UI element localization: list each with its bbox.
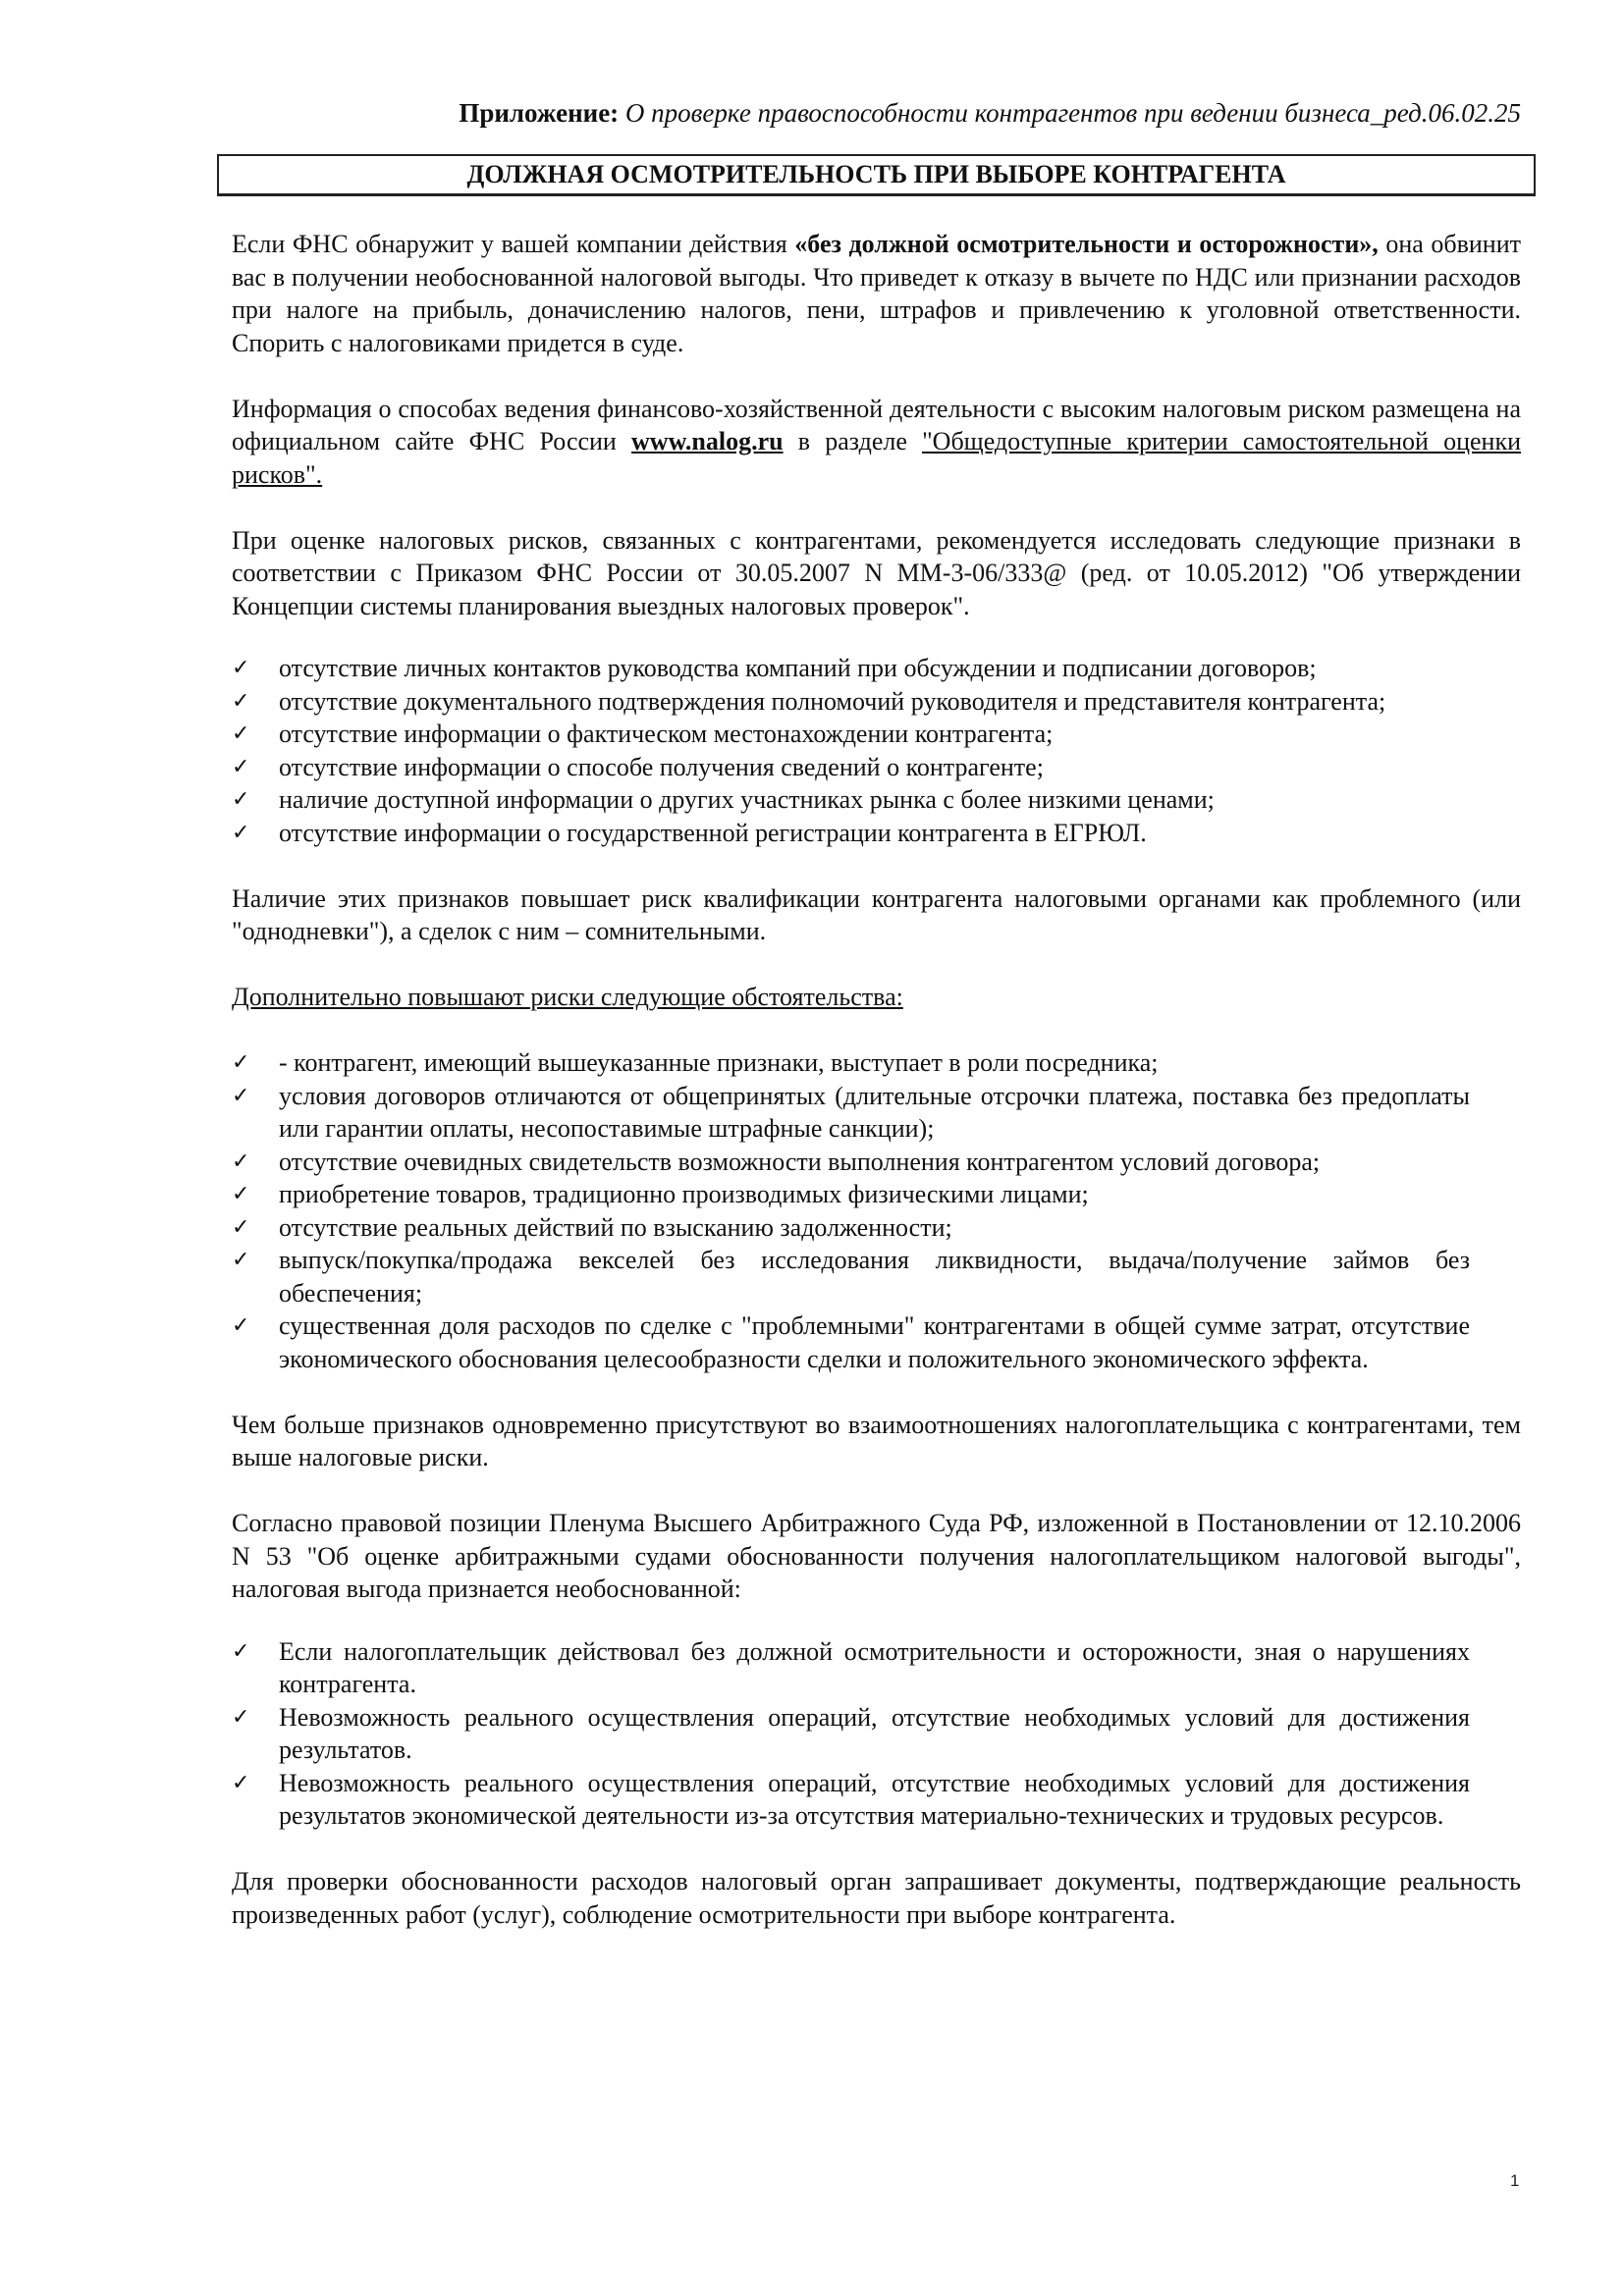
checkmark-icon: ✓ <box>232 1182 250 1206</box>
list-item <box>179 783 1470 817</box>
list-item <box>179 1211 1470 1245</box>
additional-list <box>232 1046 1521 1375</box>
list-item-text: отсутствие информации о способе получения сведений о контрагенте; <box>279 752 1044 781</box>
checkmark-icon: ✓ <box>232 754 250 779</box>
list-item <box>179 1080 1470 1146</box>
list-item-text: отсутствие очевидных свидетельств возможности выполнения контрагентом условий договора; <box>279 1147 1321 1176</box>
checkmark-icon: ✓ <box>232 656 250 680</box>
info-text-cont: в разделе <box>783 427 923 455</box>
more-signs-paragraph: Чем больше признаков одновременно присутствуют во взаимоотношениях налогоплательщика с контрагентами, тем выше налоговые риски. <box>232 1410 1521 1471</box>
list-item <box>179 1178 1470 1211</box>
list-item-text: отсутствие информации о фактическом местонахождении контрагента; <box>279 720 1054 748</box>
page-title: ДОЛЖНАЯ ОСМОТРИТЕЛЬНОСТЬ ПРИ ВЫБОРЕ КОНТРАГЕНТА <box>217 154 1536 196</box>
court-position-paragraph: Согласно правовой позиции Пленума Высшего Арбитражного Суда РФ, изложенной в Постановлении от 12.10.2006 N 53 "Об оценке арбитражными судами обоснованности получения налогоплательщиком налоговой выгоды", налоговая выгода признается необоснованной: <box>232 1509 1521 1603</box>
list-item-text: Если налогоплательщик действовал без должной осмотрительности и осторожности, зная о нарушениях контрагента. <box>279 1636 1470 1698</box>
checkmark-icon: ✓ <box>232 1770 250 1795</box>
list-item-text: условия договоров отличаются от общепринятых (длительные отсрочки платежа, поставка без предоплаты или гарантии оплаты, несопоставимые штрафные санкции); <box>279 1081 1470 1143</box>
closing-paragraph: Для проверки обоснованности расходов налоговый орган запрашивает документы, подтверждающие реальность произведенных работ (услуг), соблюдение осмотрительности при выборе контрагента. <box>232 1867 1521 1929</box>
nalog-link[interactable]: www.nalog.ru <box>631 427 784 455</box>
list-item-text: выпуск/покупка/продажа векселей без исследования ликвидности, выдача/получение займов без обеспечения; <box>279 1246 1470 1308</box>
checkmark-icon: ✓ <box>232 1148 250 1174</box>
unjustified-list <box>232 1635 1521 1833</box>
list-item <box>179 817 1470 850</box>
list-item-text: наличие доступной информации о других участниках рынка с более низкими ценами; <box>279 785 1215 814</box>
assessment-paragraph: При оценке налоговых рисков, связанных с контрагентами, рекомендуется исследовать следующие признаки в соответствии с Приказом ФНС России от 30.05.2007 N ММ-3-06/333@ (ред. от 10.05.2012) "Об утверждении Концепции системы планирования выездных налоговых проверок". <box>232 525 1521 620</box>
checkmark-icon: ✓ <box>232 787 250 812</box>
header-subtitle: О проверке правоспособности контрагентов при ведении бизнеса_ред.06.02.25 <box>624 98 1521 128</box>
intro-text-cont: она обвинит вас в получении необоснованной налоговой выгоды. Что приведет к отказу в вычете по НДС или признании расходов при налоге на прибыль, доначислению налогов, пени, штрафов и привлечению к уголовной ответственности. Спорить с налоговиками придется в суде. <box>232 230 1521 357</box>
list-item <box>179 1767 1470 1833</box>
document-header <box>459 96 1521 130</box>
checkmark-icon: ✓ <box>232 820 250 845</box>
additional-heading: Дополнительно повышают риски следующие обстоятельства: <box>232 983 903 1011</box>
checkmark-icon: ✓ <box>232 1214 250 1240</box>
checkmark-icon: ✓ <box>232 1083 250 1108</box>
intro-emphasis: «без должной осмотрительности и осторожности», <box>794 230 1379 258</box>
checkmark-icon: ✓ <box>232 688 250 714</box>
intro-text: Если ФНС обнаружит у вашей компании действия <box>232 230 795 258</box>
list-item <box>179 1146 1470 1179</box>
criteria-section-link[interactable]: "Общедоступные критерии самостоятельной оценки рисков". <box>232 427 1521 489</box>
checkmark-icon: ✓ <box>232 1248 250 1272</box>
list-item-text: отсутствие документального подтверждения полномочий руководителя и представителя контрагента; <box>279 686 1386 716</box>
list-item-text: отсутствие личных контактов руководства компаний при обсуждении и подписании договоров; <box>279 654 1317 682</box>
list-item <box>179 1701 1470 1767</box>
list-item <box>179 718 1470 751</box>
list-item <box>179 685 1470 719</box>
list-item <box>179 1309 1470 1375</box>
document-body <box>232 228 1521 1964</box>
checkmark-icon: ✓ <box>232 1313 250 1338</box>
list-item-text: отсутствие информации о государственной регистрации контрагента в ЕГРЮЛ. <box>279 818 1147 847</box>
list-item <box>179 1244 1470 1309</box>
checkmark-icon: ✓ <box>232 1638 250 1664</box>
list-item-text: Невозможность реального осуществления операций, отсутствие необходимых условий для достижения результатов. <box>279 1702 1470 1764</box>
list-item <box>179 652 1470 685</box>
header-label: Приложение: <box>459 98 620 128</box>
intro-paragraph <box>232 228 1521 359</box>
info-paragraph <box>232 393 1521 492</box>
list-item <box>179 751 1470 784</box>
info-text: Информация о способах ведения финансово-хозяйственной деятельности с высоким налоговым риском размещена на официальном сайте ФНС России <box>232 394 1521 455</box>
checkmark-icon: ✓ <box>232 1704 250 1730</box>
signs-conclusion: Наличие этих признаков повышает риск квалификации контрагента налоговыми органами как проблемного (или "однодневки"), а сделок с ним – сомнительными. <box>232 883 1521 945</box>
list-item <box>179 1635 1470 1701</box>
list-item-text: приобретение товаров, традиционно производимых физическими лицами; <box>279 1180 1089 1208</box>
list-item-text: Невозможность реального осуществления операций, отсутствие необходимых условий для достижения результатов экономической деятельности из-за отсутствия материально-технических и трудовых ресурсов. <box>279 1768 1470 1830</box>
list-item-text: - контрагент, имеющий вышеуказанные признаки, выступает в роли посредника; <box>279 1048 1159 1077</box>
list-item-text: существенная доля расходов по сделке с "проблемными" контрагентами в общей сумме затрат, отсутствие экономического обоснования целесообразности сделки и положительного экономического эффекта. <box>279 1311 1470 1373</box>
list-item-text: отсутствие реальных действий по взысканию задолженности; <box>279 1212 952 1242</box>
list-item <box>179 1046 1470 1080</box>
checkmark-icon: ✓ <box>232 1050 250 1075</box>
checkmark-icon: ✓ <box>232 721 250 746</box>
page-number: 1 <box>1510 2171 1520 2190</box>
signs-list <box>232 652 1521 849</box>
